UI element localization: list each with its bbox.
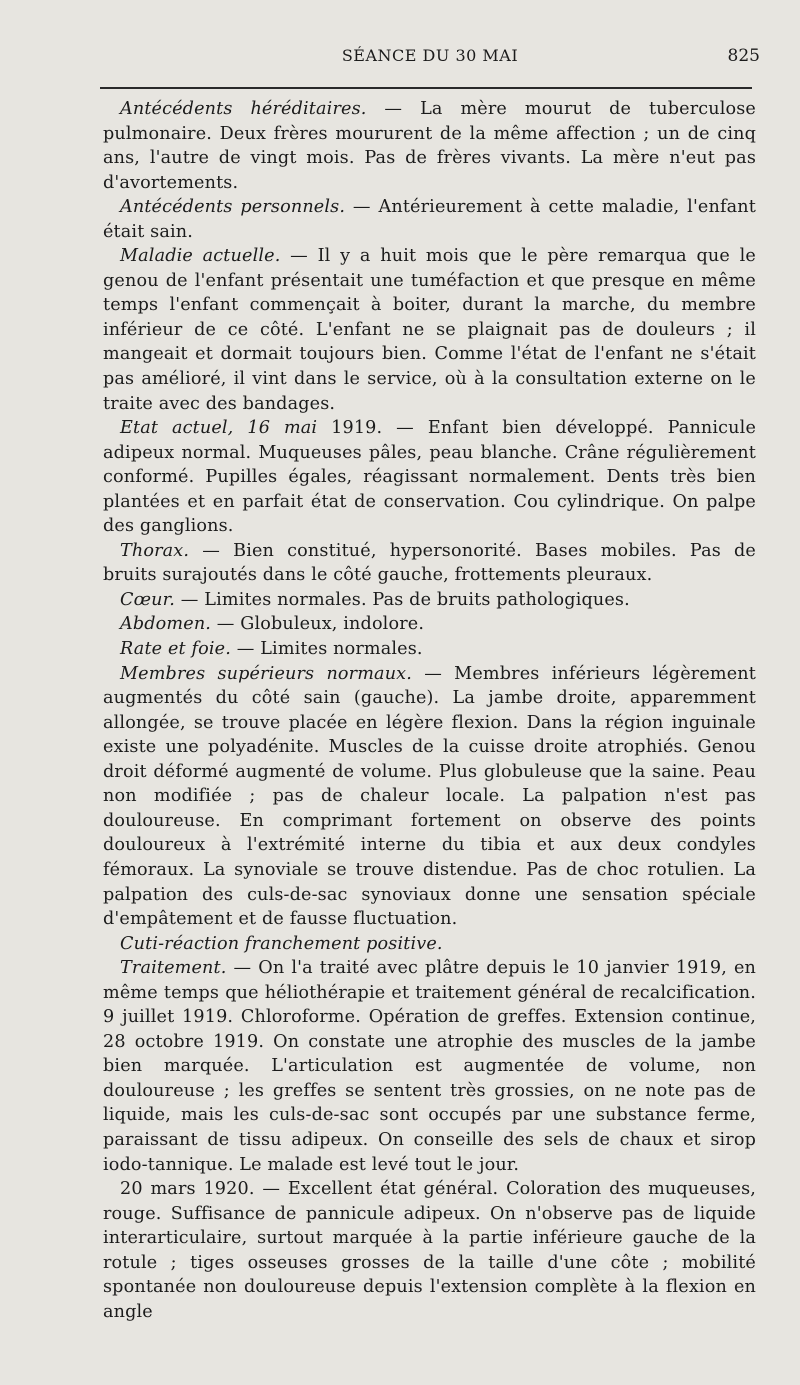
paragraph-label: Cuti-réaction franchement positive. bbox=[120, 933, 443, 954]
paragraph-20-mars-1920 bbox=[103, 1177, 756, 1324]
paragraph-label: Membres supérieurs normaux. bbox=[120, 663, 412, 684]
paragraph-label: Abdomen. bbox=[120, 614, 212, 635]
paragraph-text: — Membres inférieurs légèrement augmentés du côté sain (gauche). La jambe droite, apparemment allongée, se trouve placée en légère flexion. Dans la région inguinale existe une polyadénite. Muscles de la cuisse droite atrophiés. Genou droit déformé augmenté de volume. Plus globuleuse que la saine. Peau non modifiée ; pas de chaleur locale. La palpation n'est pas douloureuse. En comprimant fortement on observe des points douloureux à l'extrémité interne du tibia et aux deux condyles fémoraux. La synoviale se trouve distendue. Pas de choc rotulien. La palpation des culs-de-sac synoviaux donne une sensation spéciale d'empâtement et de fausse fluctuation. bbox=[103, 663, 756, 930]
paragraph-label: Traitement. bbox=[120, 958, 227, 979]
paragraph-label: Thorax. bbox=[120, 540, 190, 561]
paragraph-text: — Limites normales. Pas de bruits pathologiques. bbox=[175, 589, 630, 610]
running-head bbox=[100, 46, 760, 70]
body-text bbox=[103, 97, 756, 1324]
paragraph-traitement bbox=[103, 956, 756, 1177]
paragraph-text: — La mère mourut de tuberculose pulmonaire. Deux frères moururent de la même affection ; un de cinq ans, l'autre de vingt mois. Pas de frères vivants. La mère n'eut pas d'avortements. bbox=[103, 99, 756, 193]
paragraph-etat-actuel bbox=[103, 416, 756, 539]
header-rule bbox=[100, 87, 752, 89]
paragraph-abdomen bbox=[103, 612, 756, 637]
paragraph-membres bbox=[103, 662, 756, 932]
paragraph-text: — On l'a traité avec plâtre depuis le 10 janvier 1919, en même temps que héliothérapie et traitement général de recalcification. 9 juillet 1919. Chloroforme. Opération de greffes. Extension continue, 28 octobre 1919. On constate une atrophie des muscles de la jambe bien marquée. L'articulation est augmentée de volume, non douloureuse ; les greffes se sentent très grossies, on ne note pas de liquide, mais les culs-de-sac sont occupés par une substance ferme, paraissant de tissu adipeux. On conseille des sels de chaux et sirop iodo-tannique. Le malade est levé tout le jour. bbox=[103, 958, 756, 1175]
paragraph-thorax bbox=[103, 539, 756, 588]
paragraph-label: Cœur. bbox=[120, 589, 176, 610]
paragraph-text: — Bien constitué, hypersonorité. Bases mobiles. Pas de bruits surajoutés dans le côté gauche, frottements pleuraux. bbox=[103, 540, 756, 586]
paragraph-text: — Antérieurement à cette maladie, l'enfant était sain. bbox=[103, 197, 756, 242]
paragraph-antecedents-personnels bbox=[103, 195, 756, 244]
paragraph-label: Antécédents héréditaires. bbox=[120, 99, 367, 119]
paragraph-text: — Globuleux, indolore. bbox=[211, 614, 425, 635]
paragraph-label: Rate et foie. bbox=[120, 639, 231, 660]
running-head-title: SÉANCE DU 30 MAI bbox=[341, 46, 519, 65]
paragraph-label: Antécédents personnels. bbox=[120, 197, 346, 218]
paragraph-rate-et-foie bbox=[103, 637, 756, 662]
paragraph-text: 1919. — Enfant bien développé. Pannicule adipeux normal. Muqueuses pâles, peau blanche. Crâne régulièrement conformé. Pupilles égales, réagissant normalement. Dents très bien plantées et en parfait état de conservation. Cou cylindrique. On palpe des ganglions. bbox=[103, 418, 757, 537]
paragraph-coeur bbox=[103, 588, 756, 613]
paragraph-text: — Il y a huit mois que le père remarqua que le genou de l'enfant présentait une tuméfaction et que presque en même temps l'enfant commençait à boiter, durant la marche, du membre inférieur de ce côté. L'enfant ne se plaignait pas de douleurs ; il mangeait et dormait toujours bien. Comme l'état de l'enfant ne s'était pas amélioré, il vint dans le service, où à la consultation externe on le traite avec des bandages. bbox=[103, 246, 756, 414]
paragraph-text: 20 mars 1920. — Excellent état général. Coloration des muqueuses, rouge. Suffisance de pannicule adipeux. On n'observe pas de liquide interarticulaire, surtout marquée à la partie inférieure gauche de la rotule ; tiges osseuses grosses de la taille d'une côte ; mobilité spontanée non douloureuse depuis l'extension complète à la flexion en angle bbox=[103, 1179, 756, 1322]
paragraph-text: — Limites normales. bbox=[230, 639, 423, 660]
paragraph-label: Maladie actuelle. bbox=[120, 246, 281, 267]
page-number: 825 bbox=[727, 46, 760, 66]
paragraph-antecedents-hereditaires bbox=[103, 97, 756, 195]
paragraph-maladie-actuelle bbox=[103, 244, 756, 416]
paragraph-cuti-reaction bbox=[103, 932, 756, 957]
paragraph-label: Etat actuel, 16 mai bbox=[120, 418, 318, 439]
